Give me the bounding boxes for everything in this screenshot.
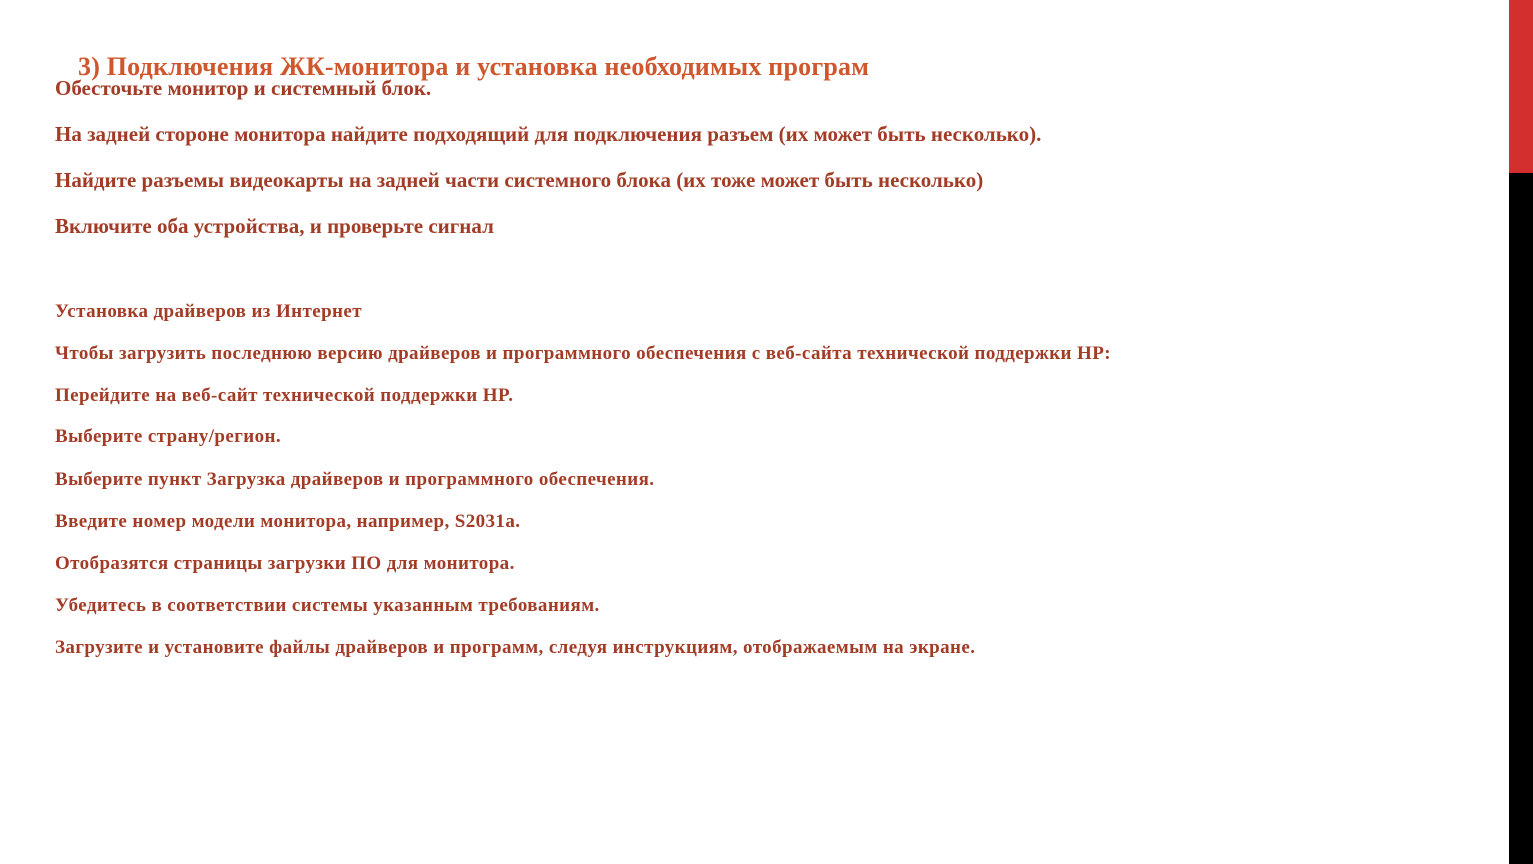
driver-line: Загрузите и установите файлы драйверов и программ, следуя инструкциям, отображаемым на экране. [55,637,976,658]
slide-title: 3) Подключения ЖК-монитора и установка необходимых програм [78,52,870,81]
driver-line: Отобразятся страницы загрузки ПО для монитора. [55,553,515,574]
driver-line: Чтобы загрузить последнюю версию драйверов и программного обеспечения с веб-сайта технической поддержки HP: [55,343,1111,364]
driver-line: Убедитесь в соответствии системы указанным требованиям. [55,595,600,616]
step-line: Найдите разъемы видеокарты на задней части системного блока (их тоже может быть несколько) [55,168,984,192]
driver-line: Выберите пункт Загрузка драйверов и программного обеспечения. [55,469,655,490]
driver-section-heading: Установка драйверов из Интернет [55,301,362,322]
driver-line: Введите номер модели монитора, например, S2031a. [55,511,521,532]
driver-line: Перейдите на веб-сайт технической поддержки HP. [55,385,514,406]
accent-bar-black [1509,173,1533,864]
driver-line: Выберите страну/регион. [55,426,281,447]
accent-bar-red [1509,0,1533,173]
step-line: Включите оба устройства, и проверьте сигнал [55,214,494,238]
step-line: Обесточьте монитор и системный блок. [55,76,432,100]
step-line: На задней стороне монитора найдите подходящий для подключения разъем (их может быть несколько). [55,122,1042,146]
